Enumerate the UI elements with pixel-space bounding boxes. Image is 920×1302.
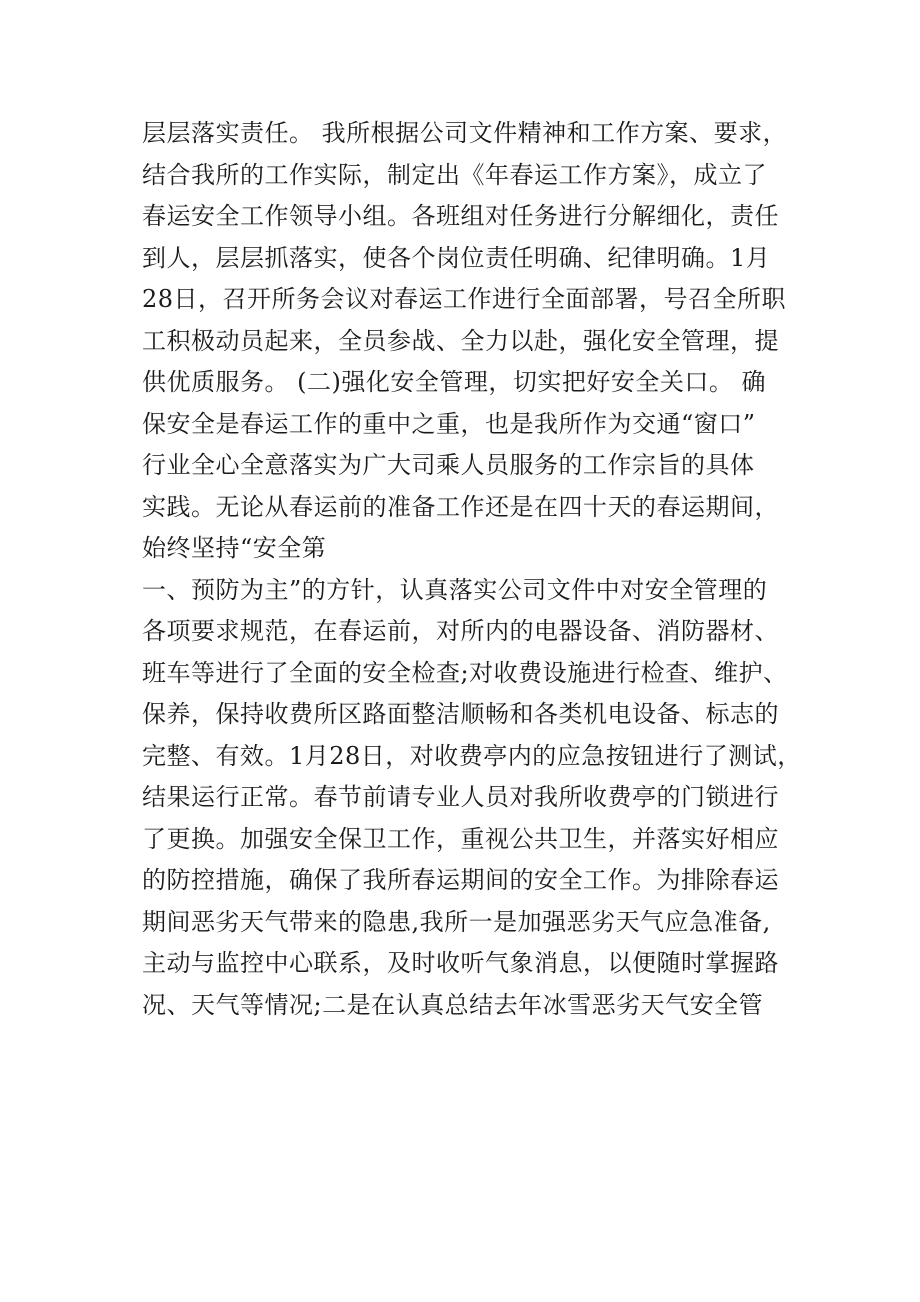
- text-line: 春运安全工作领导小组。各班组对任务进行分解细化，责任: [142, 202, 779, 230]
- text-line: 各项要求规范，在春运前，对所内的电器设备、消防器材、: [142, 617, 779, 645]
- text-line: 保安全是春运工作的重中之重，也是我所作为交通“窗口”: [142, 409, 756, 438]
- text-line: 供优质服务。 (二)强化安全管理，切实把好安全关口。 确: [142, 368, 766, 396]
- text-line: 主动与监控中心联系，及时收听气象消息，以便随时掌握路: [142, 949, 779, 977]
- text-line: 保养，保持收费所区路面整洁顺畅和各类机电设备、标志的: [142, 700, 779, 728]
- text-line: 一、预防为主”的方针，认真落实公司文件中对安全管理的: [142, 575, 768, 604]
- text-line: 工积极动员起来，全员参战、全力以赴，强化安全管理，提: [142, 326, 779, 355]
- text-line: 的防控措施，确保了我所春运期间的安全工作。为排除春运: [142, 866, 779, 894]
- text-line: 结果运行正常。春节前请专业人员对我所收费亭的门锁进行: [142, 783, 779, 811]
- text-line: 层层落实责任。 我所根据公司文件精神和工作方案、要求，: [142, 119, 788, 147]
- text-line: 期间恶劣天气带来的隐患,我所一是加强恶劣天气应急准备,: [142, 907, 771, 936]
- text-line: 28日，召开所务会议对春运工作进行全面部署，号召全所职: [142, 285, 787, 313]
- text-line: 到人，层层抓落实，使各个岗位责任明确、纪律明确。1月: [142, 243, 771, 272]
- body-text: [142, 113, 802, 1026]
- text-line: 始终坚持“安全第: [142, 534, 327, 562]
- text-line: 完整、有效。1月28日，对收费亭内的应急按钮进行了测试，: [142, 741, 802, 770]
- text-line: 实践。无论从春运前的准备工作还是在四十天的春运期间，: [142, 492, 779, 521]
- text-line: 班车等进行了全面的安全检查;对收费设施进行检查、维护、: [142, 658, 788, 687]
- text-line: 况、天气等情况;二是在认真总结去年冰雪恶劣天气安全管: [142, 990, 764, 1019]
- text-line: 结合我所的工作实际，制定出《年春运工作方案》，成立了: [142, 160, 767, 189]
- text-line: 了更换。加强安全保卫工作，重视公共卫生，并落实好相应: [142, 824, 779, 853]
- text-line: 行业全心全意落实为广大司乘人员服务的工作宗旨的具体: [142, 451, 755, 479]
